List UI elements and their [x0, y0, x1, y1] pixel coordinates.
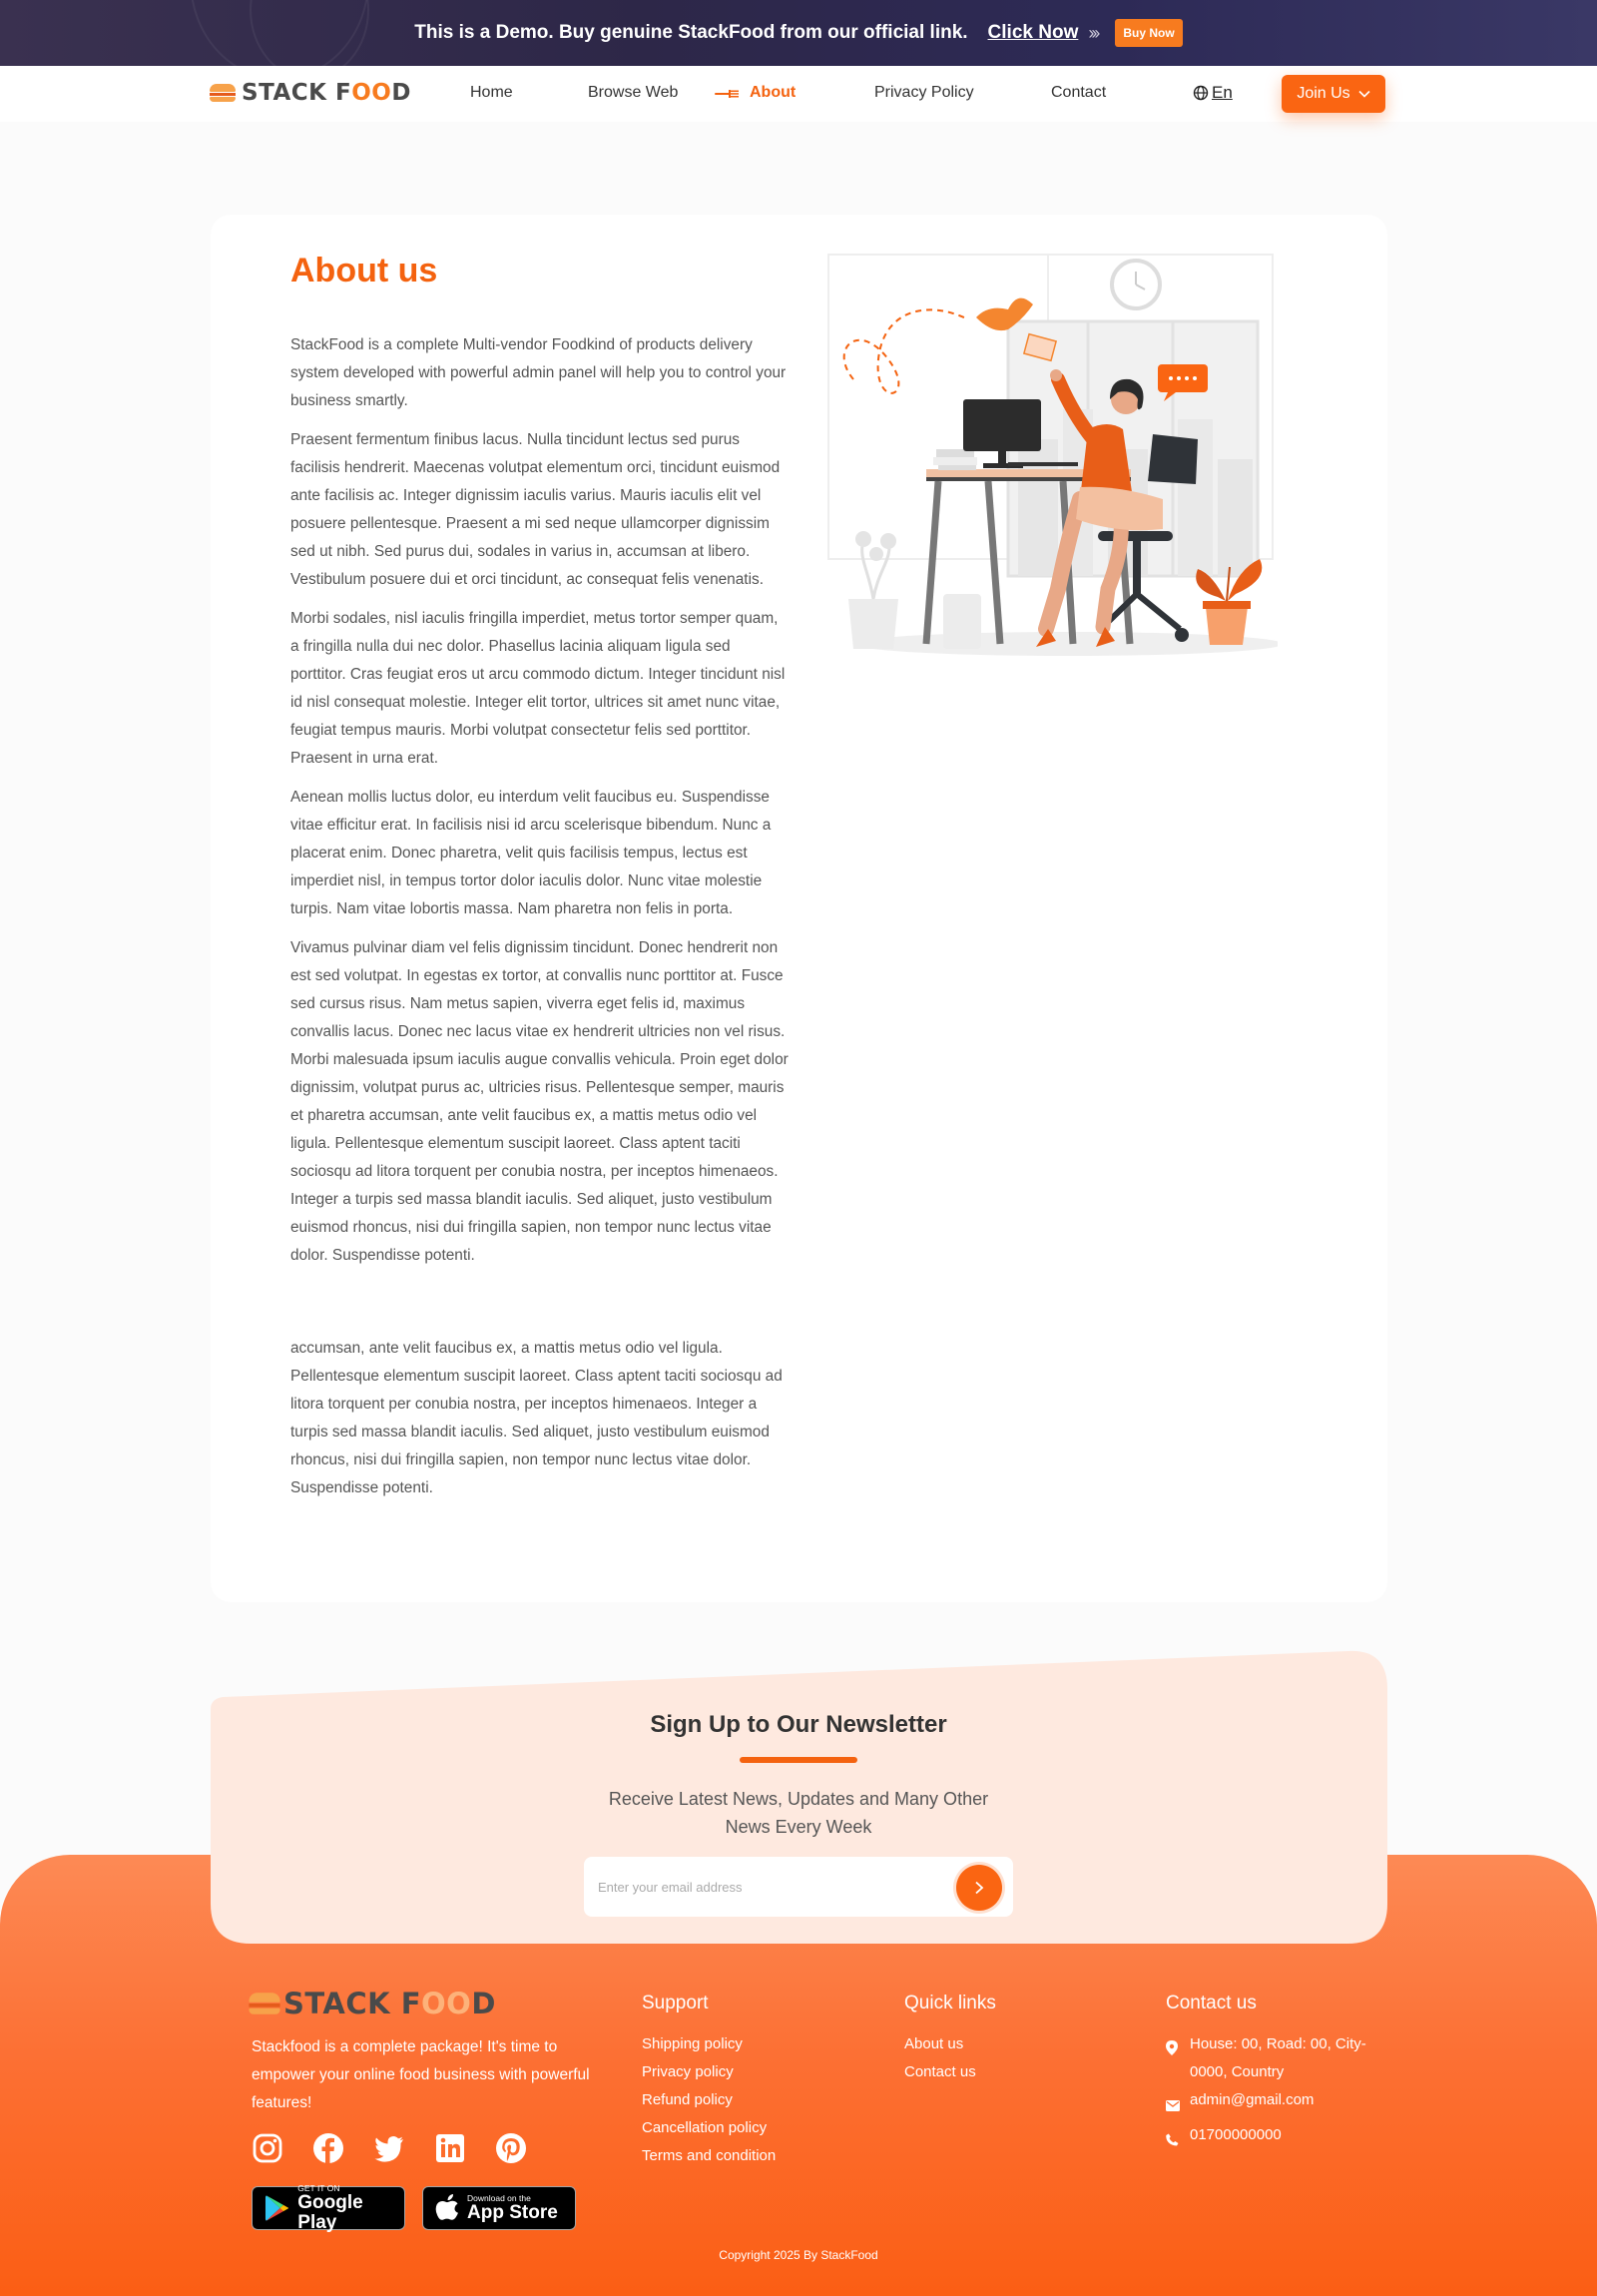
banner-arrows-icon: ››› — [1088, 22, 1098, 43]
apple-icon — [435, 2194, 459, 2222]
contact-us-link[interactable]: Contact us — [904, 2063, 976, 2080]
cancellation-policy-link[interactable]: Cancellation policy — [642, 2119, 768, 2136]
instagram-icon[interactable] — [252, 2132, 283, 2164]
page-title: About us — [290, 252, 438, 289]
terms-link[interactable]: Terms and condition — [642, 2147, 777, 2164]
chevron-down-icon — [1358, 90, 1370, 98]
google-play-large: Google Play — [297, 2192, 363, 2233]
linkedin-icon[interactable] — [434, 2132, 466, 2164]
newsletter-email-input[interactable] — [598, 1857, 947, 1917]
about-paragraph: StackFood is a complete Multi-vendor Foodkind of products delivery system developed with powerful admin panel will help you to control your business smartly. — [290, 336, 787, 409]
site-header — [0, 66, 1597, 122]
nav-about[interactable]: About — [750, 84, 797, 101]
about-paragraph: Morbi sodales, nisl iaculis fringilla imperdiet, metus tortor semper quam, a fringilla nulla dui nec dolor. Phasellus lacinia aliquam ligula sed porttitor. Cras feugiat eros ut arcu commodo dictum. Integer tincidunt nisl id nisl consequat molestie. Integer elit tortor, ultrices sit amet nunc vitae, feugiat tempus mauris. Morbi volutpat consectetur felis sed porttitor. Praesent in urna erat. — [290, 610, 786, 767]
google-play-small: GET IT ON — [297, 2183, 340, 2193]
pinterest-icon[interactable] — [495, 2132, 527, 2164]
language-selector[interactable] — [1193, 83, 1233, 103]
social-links — [252, 2132, 527, 2164]
refund-policy-link[interactable]: Refund policy — [642, 2091, 733, 2108]
contact-phone[interactable]: 01700000000 — [1166, 2121, 1395, 2156]
app-store-badges — [252, 2183, 576, 2233]
phone-icon — [1166, 2133, 1179, 2146]
app-store-badge[interactable] — [422, 2186, 576, 2230]
newsletter-underline — [740, 1757, 857, 1763]
contact-email[interactable]: admin@gmail.com — [1166, 2086, 1395, 2121]
join-us-label: Join Us — [1297, 85, 1350, 102]
twitter-icon[interactable] — [373, 2132, 405, 2164]
about-paragraph-overflow: accumsan, ante velit faucibus ex, a mattis metus odio vel ligula. Pellentesque elementum suscipit laoreet. Class aptent taciti sociosqu ad litora torquent per conubia nostra, per inceptos himenaeos. Integer a turpis sed massa blandit iaculis. Sed aliquet, justo vestibulum euismod rhoncus, nisi dui fringilla sapien, non tempor nunc lectus vitae dolor. Suspendisse potenti. — [290, 1340, 783, 1496]
office-illustration — [818, 250, 1278, 669]
footer-logo[interactable] — [252, 1987, 496, 2020]
newsletter-title: Sign Up to Our Newsletter — [650, 1711, 947, 1738]
shipping-policy-link[interactable]: Shipping policy — [642, 2035, 743, 2052]
banner-text: This is a Demo. Buy genuine StackFood from our official link. — [414, 22, 968, 43]
join-us-button[interactable] — [1282, 75, 1385, 113]
contact-address: House: 00, Road: 00, City-0000, Country — [1166, 2030, 1395, 2086]
logo-text: STACK FOOD — [242, 80, 411, 106]
google-play-icon — [265, 2194, 289, 2222]
footer-logo-text: STACK FOOD — [283, 1987, 496, 2020]
burger-logo-icon — [210, 84, 236, 102]
burger-logo-icon — [249, 1993, 279, 2014]
support-heading: Support — [642, 1993, 709, 2013]
mail-icon — [1166, 2100, 1180, 2111]
nav-browse-web[interactable]: Browse Web — [588, 84, 679, 101]
nav-privacy-policy[interactable]: Privacy Policy — [874, 84, 974, 101]
facebook-icon[interactable] — [312, 2132, 344, 2164]
app-store-large: App Store — [467, 2202, 558, 2223]
footer-quick-links-column — [904, 1993, 996, 2086]
location-pin-icon — [1166, 2040, 1178, 2055]
banner-decoration — [250, 0, 369, 66]
copyright-text: Copyright 2025 By StackFood — [719, 2248, 878, 2262]
newsletter-subtitle: Receive Latest News, Updates and Many Other News Every Week — [608, 1789, 989, 1837]
nav-home[interactable]: Home — [470, 84, 513, 101]
footer-description: Stackfood is a complete package! It's time to empower your online food business with powerful features! — [252, 2038, 590, 2111]
footer-support-column — [642, 1993, 776, 2170]
banner-click-now-link[interactable]: Click Now — [987, 22, 1079, 43]
language-label: En — [1212, 83, 1233, 102]
fork-icon — [715, 90, 739, 98]
demo-banner — [0, 0, 1597, 66]
globe-icon — [1193, 85, 1209, 101]
footer-contact-column — [1166, 1993, 1395, 2156]
app-store-small: Download on the — [467, 2193, 531, 2203]
quick-links-heading: Quick links — [904, 1993, 996, 2013]
buy-now-button[interactable]: Buy Now — [1115, 19, 1182, 47]
google-play-badge[interactable] — [252, 2183, 405, 2233]
newsletter-form — [584, 1857, 1013, 1917]
header-logo[interactable] — [210, 80, 411, 106]
newsletter-submit-button[interactable] — [956, 1865, 1002, 1911]
contact-heading: Contact us — [1166, 1993, 1257, 2013]
about-body — [290, 331, 790, 1281]
nav-contact[interactable]: Contact — [1051, 84, 1107, 101]
privacy-policy-link[interactable]: Privacy policy — [642, 2063, 734, 2080]
about-paragraph: Aenean mollis luctus dolor, eu interdum velit faucibus eu. Suspendisse vitae efficitur erat. In facilisis nisi id arcu scelerisque bibendum. Nunc a placerat enim. Donec pharetra, velit quis facilisis tempus, lectus est imperdiet nisl, in tempus tortor dolor iaculis dolor. Nunc vitae molestie turpis. Nam vitae lobortis massa. Nam pharetra non felis in porta. — [290, 789, 772, 917]
about-paragraph: Vivamus pulvinar diam vel felis dignissim tincidunt. Donec hendrerit non est sed volutpat. In egestas ex tortor, at convallis nunc porttitor at. Fusce sed cursus risus. Nam metus sapien, viverra eget felis id, maximus convallis lacus. Donec nec lacus vitae ex hendrerit ultricies non vel risus. Morbi malesuada ipsum iaculis augue convallis vehicula. Proin eget dolor dignissim, volutpat purus ac, ultricies risus. Pellentesque semper, mauris et pharetra accumsan, ante velit faucibus ex, a mattis metus odio vel ligula. Pellentesque elementum suscipit laoreet. Class aptent taciti sociosqu ad litora torquent per conubia nostra, per inceptos himenaeos. Integer a turpis sed massa blandit iaculis. Sed aliquet, justo vestibulum euismod rhoncus, nisi dui fringilla sapien, non tempor nunc lectus vitae dolor. Suspendisse potenti. — [290, 939, 789, 1264]
about-us-link[interactable]: About us — [904, 2035, 964, 2052]
chevron-right-icon — [973, 1881, 985, 1895]
about-paragraph: Praesent fermentum finibus lacus. Nulla tincidunt lectus sed purus facilisis hendrerit. Maecenas volutpat elementum orci, tincidunt euismod ante facilisis ac. Integer dignissim iaculis varius. Mauris iaculis elit vel posuere pellentesque. Praesent a mi sed neque ullamcorper dignissim sed ut nibh. Sed purus dui, sodales in varius in, accumsan at libero. Vestibulum posuere dui et orci tincidunt, ac consequat felis venenatis. — [290, 431, 781, 588]
